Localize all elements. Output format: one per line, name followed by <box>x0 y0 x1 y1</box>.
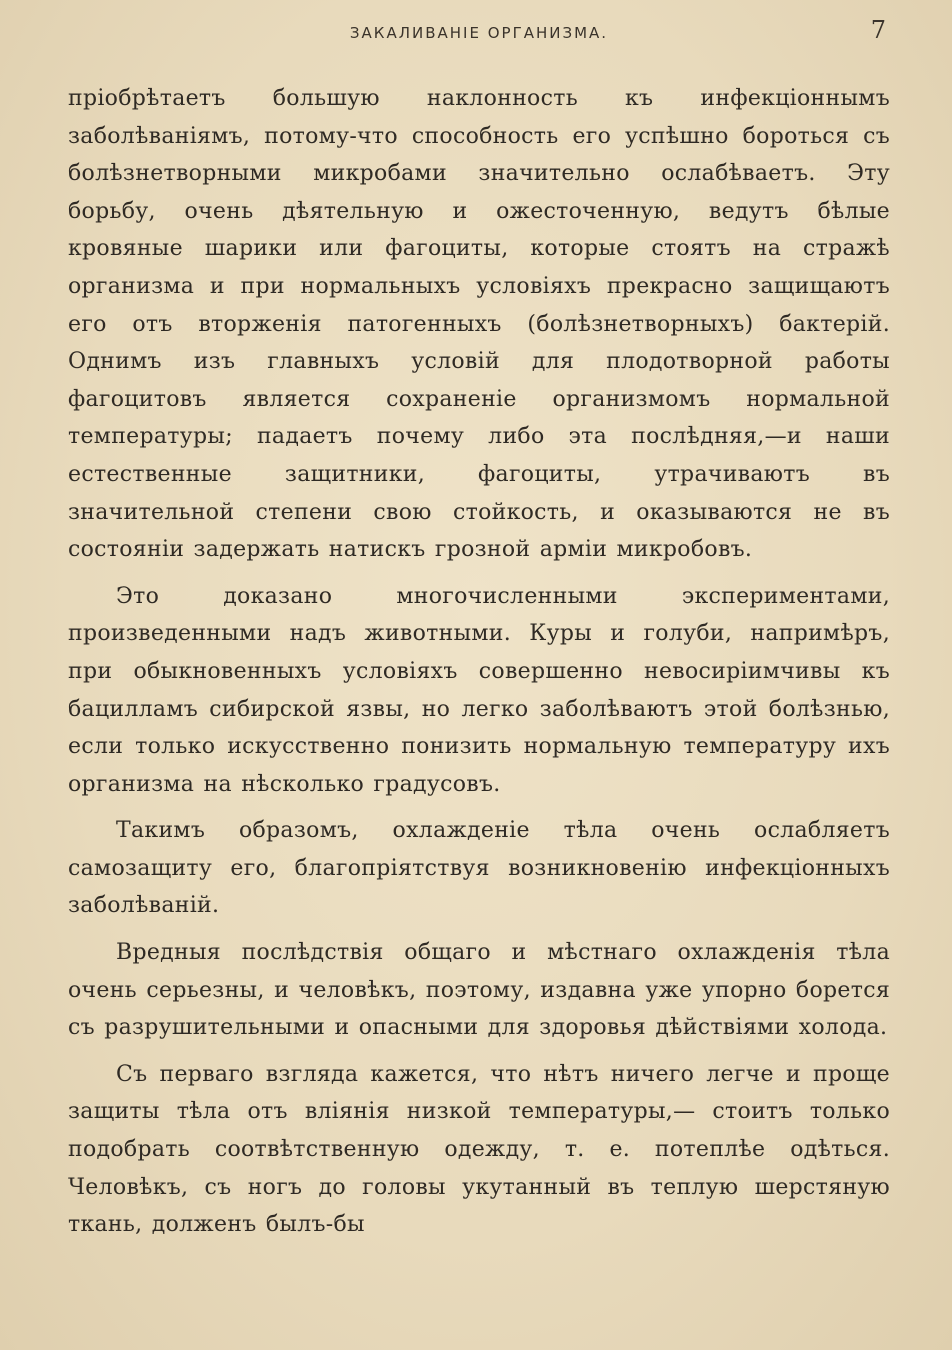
paragraph-clothing: Съ перваго взгляда кажется, что нѣтъ ничего легче и проще защиты тѣла отъ вліянія низкой температуры,— стоитъ только подобрать соотвѣтственную одежду, т. е. потеплѣе одѣться. Человѣкъ, съ ногъ до головы укутанный въ теплую шерстяную ткань, долженъ былъ-бы <box>68 1061 890 1238</box>
paragraph-continued: пріобрѣтаетъ большую наклонность къ инфекціоннымъ заболѣваніямъ, потому-что способность его успѣшно бороться съ болѣзнетворными микробами значительно ослабѣваетъ. Эту борьбу, очень дѣятельную и ожесточенную, ведутъ бѣлые кровяные шарики или фагоциты, которые стоятъ на стражѣ организма и при нормальныхъ условіяхъ прекрасно защищаютъ его отъ вторженія патогенныхъ (болѣзнетворныхъ) бактерій. Однимъ изъ главныхъ условій для плодотворной работы фагоцитовъ является сохраненіе организмомъ нормальной температуры; падаетъ почему либо эта послѣдняя,—и наши естественные защитники, фагоциты, утрачиваютъ въ значительной степени свою стойкость, и оказываются не въ состояніи задержать натискъ грозной арміи микробовъ. <box>68 86 890 563</box>
paragraph-experiments: Это доказано многочисленными экспериментами, произведенными надъ животными. Куры и голуби, напримѣръ, при обыкновенныхъ условіяхъ совершенно невосиріимчивы къ бацилламъ сибирской язвы, но легко заболѣваютъ этой болѣзнью, если только искусственно понизить нормальную температуру ихъ организма на нѣсколько градусовъ. <box>68 583 890 797</box>
running-title: ЗАКАЛИВАНІЕ ОРГАНИЗМА. <box>349 24 609 42</box>
paragraph-harmful-effects: Вредныя послѣдствія общаго и мѣстнаго охлажденія тѣла очень серьезны, и человѣкъ, поэтому, издавна уже упорно борется съ разрушительными и опасными для здоровья дѣйствіями холода. <box>68 940 890 1041</box>
body-text <box>68 80 890 1244</box>
page-number: 7 <box>870 16 886 44</box>
paragraph-conclusion: Такимъ образомъ, охлажденіе тѣла очень ослабляетъ самозащиту его, благопріятствуя возникновенію инфекціонныхъ заболѣваній. <box>68 818 890 919</box>
page-header <box>68 10 890 50</box>
